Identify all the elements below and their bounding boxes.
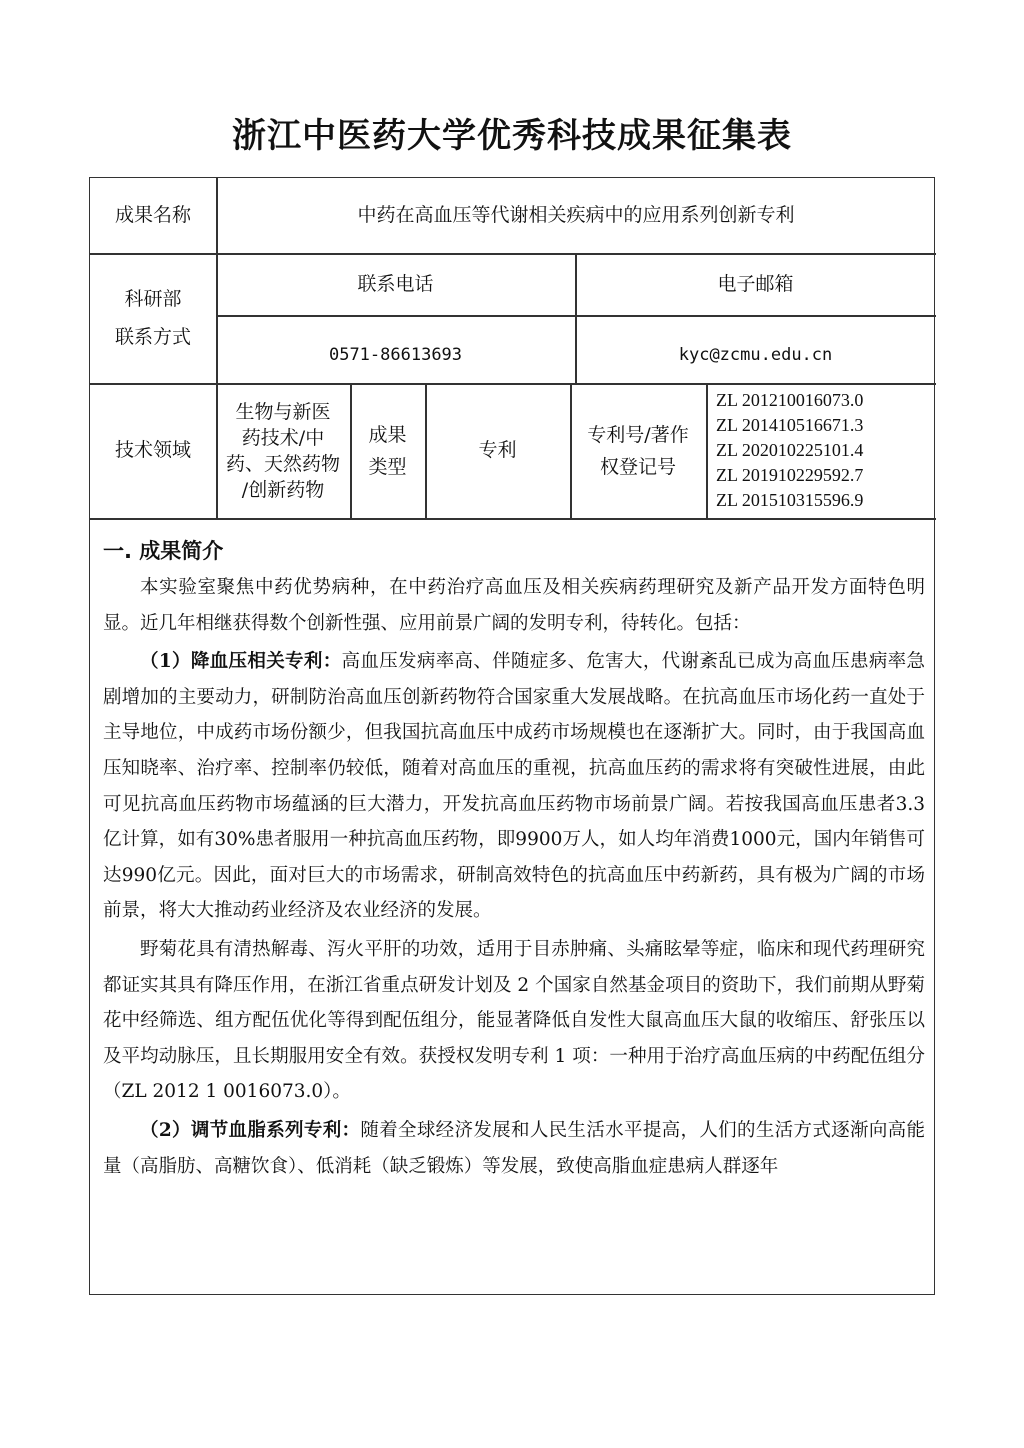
patent-number: ZL 201210016073.0 <box>716 390 864 410</box>
tech-field-line: 生物与新医 <box>235 400 331 423</box>
contact-label-line: 联系方式 <box>114 326 191 348</box>
paragraph <box>103 1113 925 1184</box>
achievement-name-label: 成果名称 <box>114 204 191 227</box>
contact-label-line: 科研部 <box>124 288 182 310</box>
patent-label-line: 权登记号 <box>599 455 676 478</box>
paragraph-text: 随着全球经济发展和人民生活水平提高，人们的生活方式逐渐向高能量（高脂肪、高糖饮食）、低消耗（缺乏锻炼）等发展，致使高脂血症患病人群逐年 <box>103 1119 925 1177</box>
phone-label: 联系电话 <box>357 272 434 295</box>
section-body <box>103 570 925 1184</box>
paragraph: 本实验室聚焦中药优势病种，在中药治疗高血压及相关疾病药理研究及新产品开发方面特色明显。近几年相继获得数个创新性强、应用前景广阔的发明专利，待转化。包括： <box>103 577 925 634</box>
patent-label <box>570 383 706 518</box>
result-type-label-line: 类型 <box>368 455 407 478</box>
achievement-form <box>89 177 935 1295</box>
achievement-name-value: 中药在高血压等代谢相关疾病中的应用系列创新专利 <box>357 204 795 227</box>
tech-field-line: /创新药物 <box>241 478 325 501</box>
page-title: 浙江中医药大学优秀科技成果征集表 <box>232 116 792 156</box>
paragraph: 野菊花具有清热解毒、泻火平肝的功效，适用于目赤肿痛、头痛眩晕等症，临床和现代药理研究都证实其具有降压作用，在浙江省重点研发计划及 2 个国家自然基金项目的资助下，我们前期从野菊花中经筛选、组方配伍优化等得到配伍组分，能显著降低自发性大鼠高血压大鼠的收缩压、舒张压以及平均动脉压，且长期服用安全有效。获授权发明专利 1 项：一种用于治疗高血压病的中药配伍组分（ZL 2012 1 0016073.0）。 <box>103 938 925 1103</box>
patent-numbers <box>706 383 936 518</box>
paragraph-text: 高血压发病率高、伴随症多、危害大，代谢紊乱已成为高血压患病率急剧增加的主要动力，研制防治高血压创新药物符合国家重大发展战略。在抗高血压市场化药一直处于主导地位，中成药市场份额少，但我国抗高血压中成药市场规模也在逐渐扩大。同时，由于我国高血压知晓率、治疗率、控制率仍较低，随着对高血压的重视，抗高血压药的需求将有突破性进展，由此可见抗高血压药物市场蕴涵的巨大潜力，开发抗高血压药物市场前景广阔。若按我国高血压患者3.3亿计算，如有30%患者服用一种抗高血压药物，即9900万人，如人均年消费1000元，国内年销售可达990亿元。因此，面对巨大的市场需求，研制高效特色的抗高血压中药新药，具有极为广阔的市场前景，将大大推动药业经济及农业经济的发展。 <box>103 651 925 922</box>
section-heading: 一. 成果简介 <box>103 539 224 563</box>
tech-field-line: 药技术/中 <box>241 426 325 449</box>
result-type-label-line: 成果 <box>368 423 407 446</box>
result-type-label <box>350 383 425 518</box>
phone-value: 0571-86613693 <box>328 345 463 366</box>
patent-number: ZL 202010225101.4 <box>716 440 864 460</box>
tech-field-label: 技术领域 <box>114 439 191 462</box>
paragraph <box>103 644 925 929</box>
tech-field-value <box>216 383 350 518</box>
patent-number: ZL 201410516671.3 <box>716 415 864 435</box>
row-divider <box>90 518 936 520</box>
email-label: 电子邮箱 <box>717 272 794 295</box>
tech-field-line: 药、天然药物 <box>225 452 340 475</box>
contact-label <box>90 253 216 383</box>
result-type-value: 专利 <box>478 439 517 462</box>
paragraph-lead: （1）降血压相关专利： <box>140 651 342 673</box>
email-value: kyc@zcmu.edu.cn <box>678 345 833 366</box>
patent-number: ZL 201510315596.9 <box>716 490 864 510</box>
patent-label-line: 专利号/著作 <box>587 423 689 446</box>
patent-number: ZL 201910229592.7 <box>716 465 864 485</box>
paragraph-lead: （2）调节血脂系列专利： <box>140 1119 361 1141</box>
